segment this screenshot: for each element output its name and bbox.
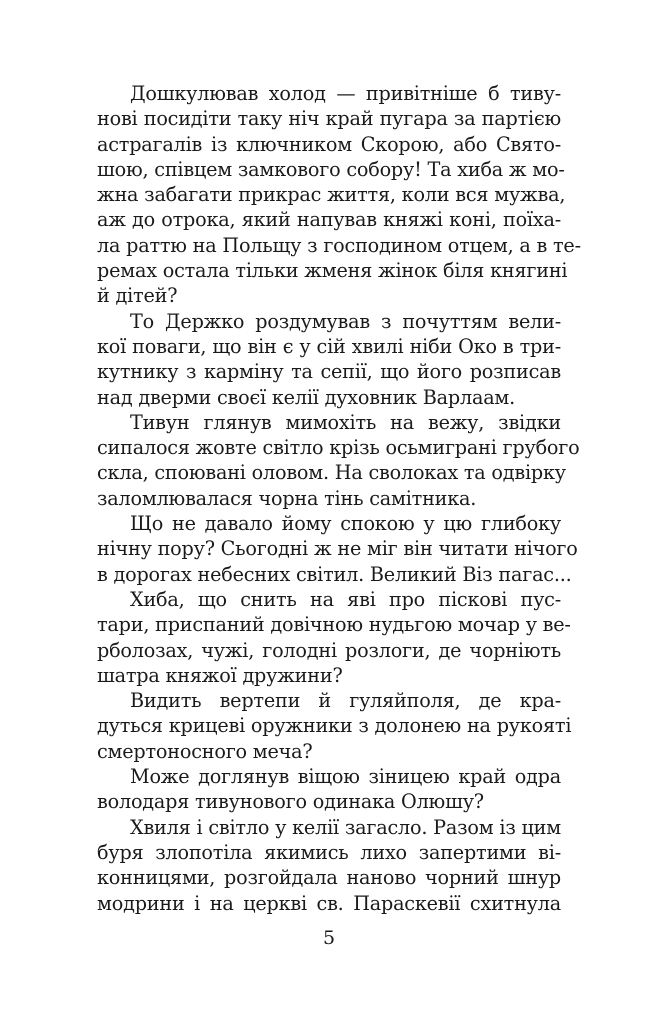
text-line: конницями, розгойдала наново чорний шнур	[97, 866, 561, 890]
text-line: Хвиля і світло у келії загасло. Разом із цим	[130, 815, 561, 839]
text-line: нові посидіти таку ніч край пугара за партією	[97, 107, 561, 131]
text-line: Може доглянув віщою зіницею край одра	[130, 765, 561, 789]
text-line: аж до отрока, який напував княжі коні, поїха-	[97, 208, 561, 232]
text-line: модрини і на церкві св. Параскевії схитнула	[97, 891, 561, 915]
text-line: сипалося жовте світло крізь осьмиграні грубого	[97, 436, 580, 460]
text-line: в дорогах небесних світил. Великий Віз пагас...	[97, 562, 572, 586]
text-line: дуться крицеві оружники з долонею на рукояті	[97, 714, 572, 738]
text-line: ла раттю на Польщу з господином отцем, а в те-	[97, 233, 581, 257]
text-line: Що не давало йому спокою у цю глибоку	[130, 512, 561, 536]
text-line: кутнику з карміну та сепії, що його розписав	[97, 360, 561, 384]
paragraph	[97, 511, 578, 587]
text-line: заломлювалася чорна тінь самітника.	[97, 486, 477, 510]
text-line: нічну пору? Сьогодні ж не міг він читати нічого	[97, 537, 578, 561]
text-line: шатра княжої дружини?	[97, 663, 343, 687]
text-line: Дошкулював холод — привітніше б тиву-	[130, 82, 561, 105]
paragraph	[97, 81, 581, 309]
text-line: смертоносного меча?	[97, 739, 313, 763]
text-line: тари, приспаний довічною нудьгою мочар у ве-	[97, 613, 571, 637]
text-line: шою, співцем замкового собору! Та хиба ж мо-	[97, 157, 565, 181]
text-line: Тивун глянув мимохіть на вежу, звідки	[130, 410, 561, 434]
paragraph	[97, 309, 561, 410]
paragraph	[97, 688, 572, 764]
text-line: То Держко роздумував з почуттям вели-	[130, 309, 561, 333]
text-line: скла, споювані оловом. На сволоках та одвірку	[97, 461, 566, 485]
text-line: володаря тивунового одинака Олюшу?	[97, 790, 484, 814]
paragraph	[97, 587, 571, 688]
page-body	[97, 81, 581, 916]
text-line: жна забагати прикрас життя, коли вся мужва,	[97, 183, 566, 207]
paragraph	[97, 764, 561, 815]
text-line: над дверми своєї келії духовник Варлаам.	[97, 385, 516, 409]
text-line: й дітей?	[97, 284, 178, 308]
text-line: рболозах, чужі, голодні розлоги, де чорніють	[97, 638, 561, 662]
text-line: буря злопотіла якимись лихо запертими ві-	[97, 840, 561, 864]
text-line: ремах остала тільки жменя жінок біля княгині	[97, 259, 568, 283]
page-number: 5	[322, 927, 336, 949]
paragraph	[97, 815, 561, 916]
paragraph	[97, 410, 580, 511]
text-line: Видить вертепи й гуляйполя, де кра-	[130, 689, 561, 713]
text-line: кої поваги, що він є у сій хвилі ніби Око в три-	[97, 334, 561, 358]
text-line: астрагалів із ключником Скорою, або Свято-	[97, 132, 561, 156]
text-line: Хиба, що снить на яві про піскові пус-	[130, 587, 561, 611]
